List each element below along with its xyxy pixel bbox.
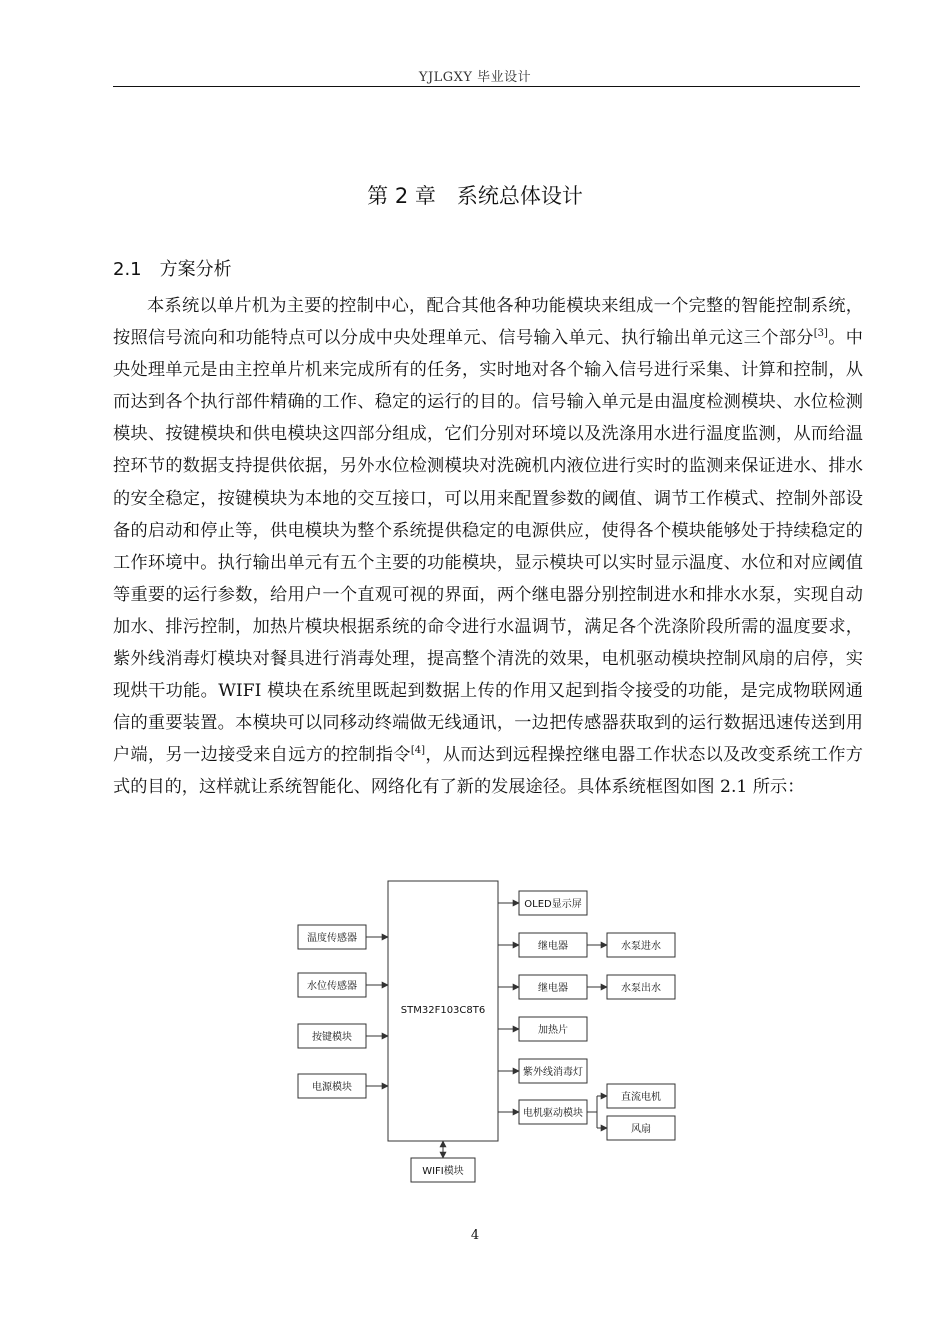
input-label-power: 电源模块: [312, 1082, 352, 1093]
input-label-temperature-sensor: 温度传感器: [307, 933, 357, 944]
output-label-uv-lamp: 紫外线消毒灯: [523, 1067, 583, 1078]
load-label-dc-motor: 直流电机: [621, 1092, 661, 1103]
citation-ref[interactable]: [3]: [813, 328, 828, 340]
output-label-heater: 加热片: [538, 1025, 568, 1036]
body-paragraph: [113, 290, 863, 804]
chapter-title: 第 2 章 系统总体设计: [367, 184, 583, 208]
output-label-relay-1: 继电器: [538, 941, 568, 952]
output-label-motor-driver: 电机驱动模块: [523, 1108, 583, 1119]
pump-label-inlet: 水泵进水: [621, 941, 661, 952]
wifi-label: WIFI模块: [422, 1166, 464, 1177]
load-label-fan: 风扇: [631, 1124, 651, 1135]
input-label-keypad: 按键模块: [312, 1032, 352, 1043]
citation-ref[interactable]: [4]: [410, 745, 425, 757]
output-label-relay-2: 继电器: [538, 983, 568, 994]
output-label-oled: OLED显示屏: [524, 899, 582, 910]
page-number: 4: [470, 1228, 480, 1243]
section-heading: 2.1 方案分析: [113, 259, 232, 280]
system-block-diagram: [290, 875, 690, 1195]
mcu-label: STM32F103C8T6: [400, 1005, 486, 1016]
paragraph-text-3: ，从而达到远程操控继电器工作状态以及改变系统工作方式的目的，这样就让系统智能化、网络化有了新的发展途径。具体系统框图如图 2.1 所示：: [113, 745, 863, 798]
pump-label-outlet: 水泵出水: [621, 983, 661, 994]
header-rule: [113, 86, 860, 87]
input-label-level-sensor: 水位传感器: [307, 981, 357, 992]
paragraph-text-1: 本系统以单片机为主要的控制中心，配合其他各种功能模块来组成一个完整的智能控制系统，按照信号流向和功能特点可以分成中央处理单元、信号输入单元、执行输出单元这三个部分: [113, 296, 863, 349]
running-header: YJLGXY 毕业设计: [418, 70, 532, 85]
paragraph-text-2: 。中央处理单元是由主控单片机来完成所有的任务，实时地对各个输入信号进行采集、计算和控制，从而达到各个执行部件精确的工作、稳定的运行的目的。信号输入单元是由温度检测模块、水位检测模块、按键模块和供电模块这四部分组成，它们分别对环境以及洗涤用水进行温度监测，从而给温控环节的数据支持提供依据，另外水位检测模块对洗碗机内液位进行实时的监测来保证进水、排水的安全稳定，按键模块为本地的交互接口，可以用来配置参数的阈值、调节工作模式、控制外部设备的启动和停止等，供电模块为整个系统提供稳定的电源供应，使得各个模块能够处于持续稳定的工作环境中。执行输出单元有五个主要的功能模块，显示模块可以实时显示温度、水位和对应阈值等重要的运行参数，给用户一个直观可视的界面，两个继电器分别控制进水和排水水泵，实现自动加水、排污控制，加热片模块根据系统的命令进行水温调节，满足各个洗涤阶段所需的温度要求，紫外线消毒灯模块对餐具进行消毒处理，提高整个清洗的效果，电机驱动模块控制风扇的启停，实现烘干功能。WIFI 模块在系统里既起到数据上传的作用又起到指令接受的功能，是完成物联网通信的重要装置。本模块可以同移动终端做无线通讯，一边把传感器获取到的运行数据迅速传送到用户端，另一边接受来自远方的控制指令: [113, 328, 863, 766]
